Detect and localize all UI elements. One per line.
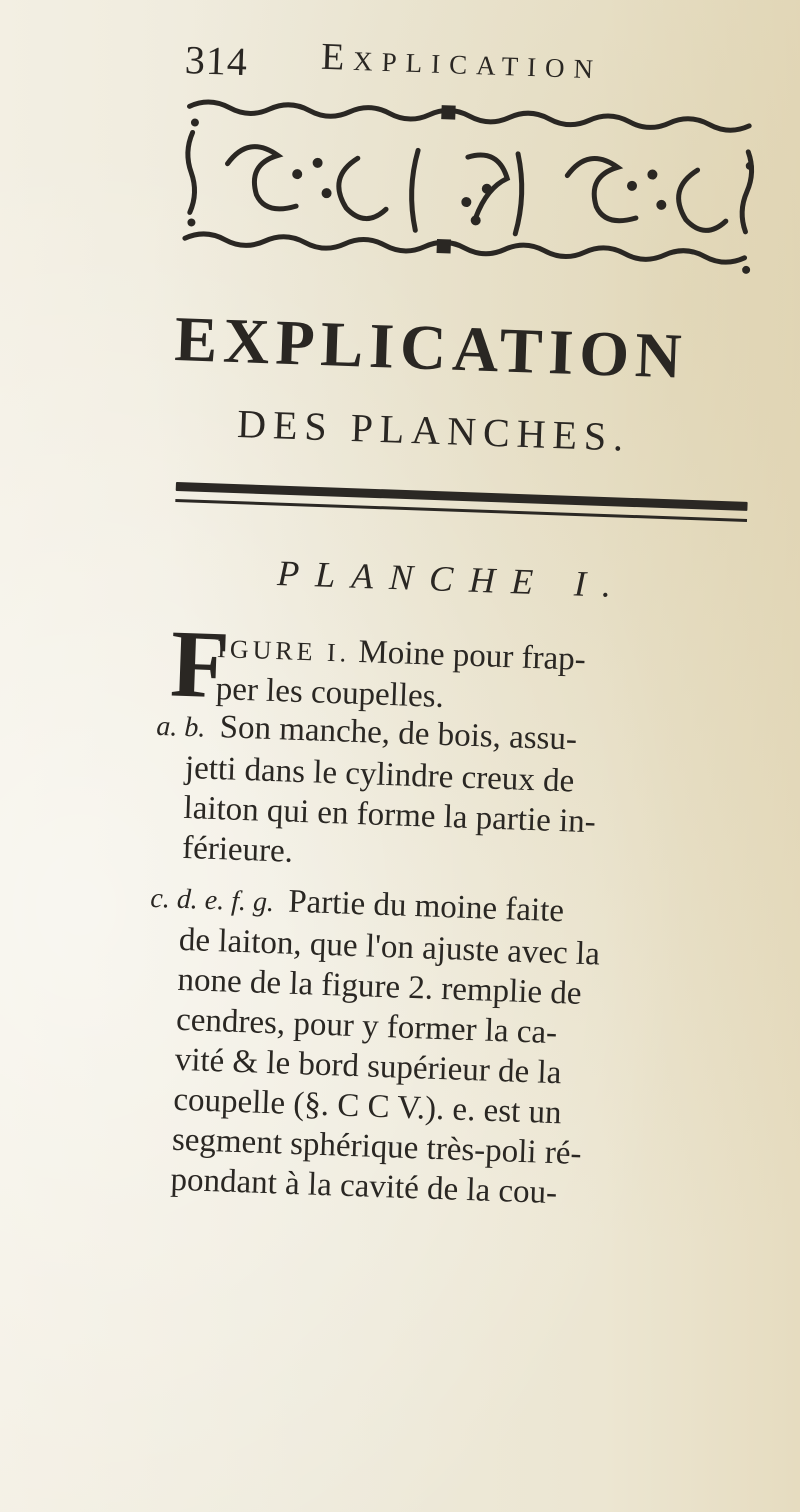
double-rule-divider	[175, 482, 748, 532]
item-label: c. d. e. f. g.	[149, 882, 275, 919]
text-line: coupelle (§. C C V.). e. est un	[172, 1081, 563, 1132]
text-line: per les coupelles.	[215, 670, 445, 715]
text-line: vité & le bord supérieur de la	[174, 1041, 562, 1092]
body-text	[140, 609, 740, 1219]
small-caps-text: IGURE I.	[216, 634, 351, 668]
plate-heading: PLANCHE I.	[276, 552, 628, 606]
paragraph-a-b	[152, 705, 737, 887]
main-title: EXPLICATION	[173, 302, 689, 392]
text-line: none de la figure 2. remplie de	[176, 961, 583, 1012]
item-label: a. b.	[155, 710, 206, 744]
thick-rule	[176, 482, 748, 511]
paragraph-c-g	[140, 877, 731, 1219]
sub-title: DES PLANCHES.	[236, 400, 631, 460]
drop-cap: F	[168, 609, 232, 719]
text-line: férieure.	[181, 829, 294, 870]
page-number: 314	[184, 36, 249, 85]
text-line: cendres, pour y former la ca-	[175, 1001, 558, 1052]
text-line: pondant à la cavité de la cou-	[170, 1161, 558, 1212]
line-text: Son manche, de bois, assu-	[219, 709, 578, 758]
ornamental-headpiece	[173, 92, 764, 312]
text-line: laiton qui en forme la partie in-	[183, 789, 597, 841]
text-line: de laiton, que l'on ajuste avec la	[178, 921, 601, 973]
text-line: segment sphérique très-poli ré-	[171, 1121, 583, 1173]
line-text: Partie du moine faite	[287, 883, 565, 930]
line-text: Moine pour frap-	[349, 633, 587, 678]
running-head: Explication	[320, 35, 603, 88]
text-line: jetti dans le cylindre creux de	[184, 749, 575, 800]
